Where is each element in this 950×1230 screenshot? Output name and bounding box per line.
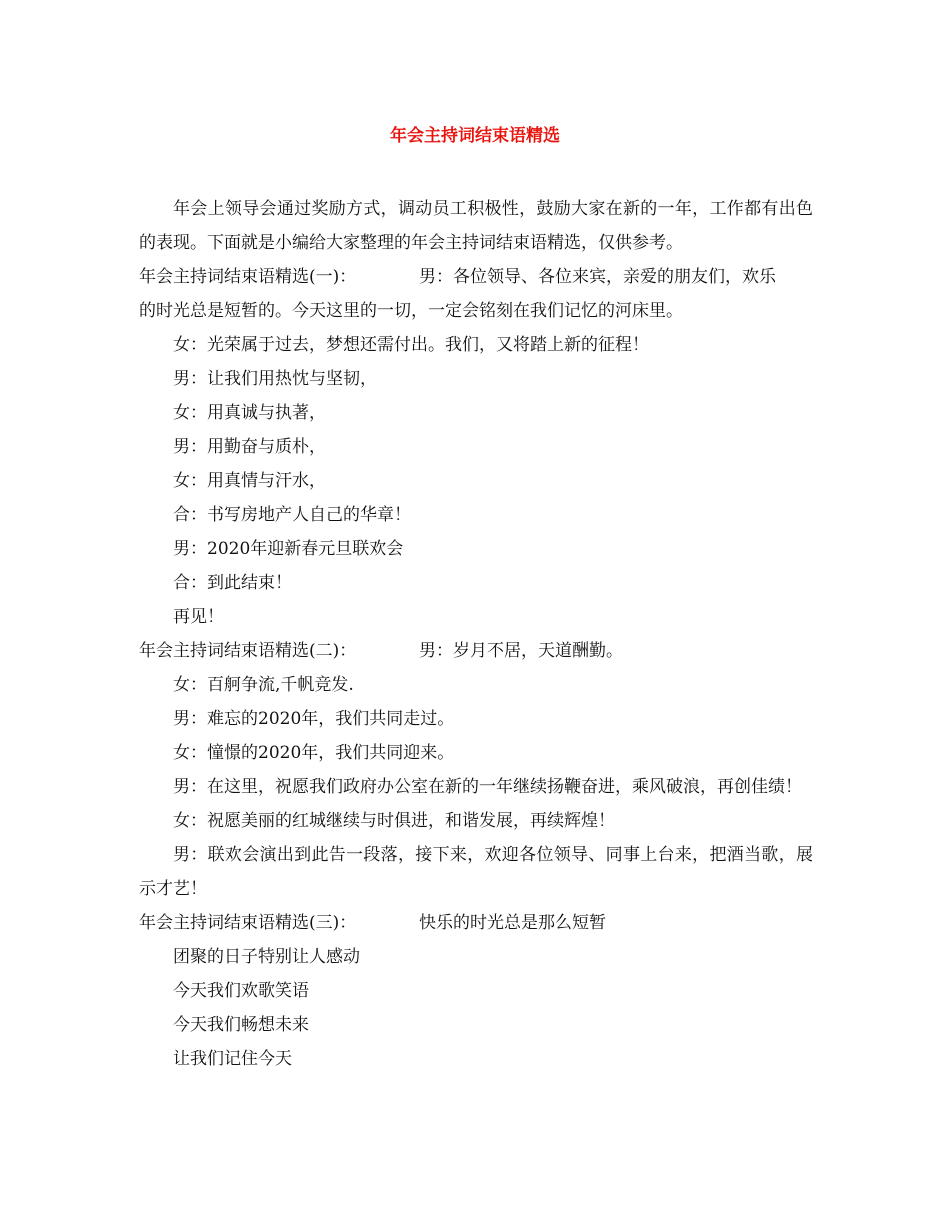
section-1-line: 男：用勤奋与质朴， [173, 437, 326, 457]
section-1-line: 女：光荣属于过去，梦想还需付出。我们，又将踏上新的征程！ [173, 335, 649, 355]
section-2-line: 男：难忘的2020年，我们共同走过。 [173, 709, 455, 729]
section-2-line: 男：在这里，祝愿我们政府办公室在新的一年继续扬鞭奋进，乘风破浪，再创佳绩！ [173, 777, 802, 797]
section-2-heading-line [139, 634, 813, 668]
section-1-line: 再见！ [173, 607, 224, 627]
section-1-heading: 年会主持词结束语精选(一)： [139, 267, 357, 287]
section-2-heading: 年会主持词结束语精选(二)： [139, 641, 357, 661]
section-1-first-line-cont: 的时光总是短暂的。今天这里的一切，一定会铭刻在我们记忆的河床里。 [139, 301, 683, 321]
section-3-line: 团聚的日子特别让人感动 [173, 947, 360, 967]
section-3-line: 今天我们欢歌笑语 [173, 981, 309, 1001]
section-1-heading-line [139, 260, 813, 294]
section-2-line: 女：祝愿美丽的红城继续与时俱进，和谐发展，再续辉煌！ [173, 811, 615, 831]
section-1-line: 女：用真诚与执著， [173, 403, 326, 423]
section-3-first-line: 快乐的时光总是那么短暂 [419, 913, 606, 933]
intro-paragraph: 年会上领导会通过奖励方式，调动员工积极性，鼓励大家在新的一年，工作都有出色的表现。下面就是小编给大家整理的年会主持词结束语精选，仅供参考。 [139, 199, 813, 253]
section-3-line: 今天我们畅想未来 [173, 1015, 309, 1035]
section-2-line: 男：联欢会演出到此告一段落，接下来，欢迎各位领导、同事上台来，把酒当歌，展示才艺！ [139, 845, 813, 899]
section-2-first-line: 男：岁月不居，天道酬勤。 [419, 641, 623, 661]
section-3-heading-line [139, 906, 813, 940]
section-1-line: 女：用真情与汗水， [173, 471, 326, 491]
section-3-line: 让我们记住今天 [173, 1049, 292, 1069]
section-2-line: 女：憧憬的2020年，我们共同迎来。 [173, 743, 455, 763]
document-title: 年会主持词结束语精选 [390, 126, 560, 146]
section-1-line: 男：2020年迎新春元旦联欢会 [173, 539, 404, 559]
section-1-line: 合：到此结束！ [173, 573, 292, 593]
section-1-line: 男：让我们用热忱与坚韧， [173, 369, 377, 389]
section-2-line: 女：百舸争流,千帆竞发. [173, 675, 354, 695]
document-body [139, 192, 813, 1076]
section-1-first-line: 男：各位领导、各位来宾，亲爱的朋友们，欢乐 [419, 267, 776, 287]
section-1-line: 合：书写房地产人自己的华章！ [173, 505, 411, 525]
section-3-heading: 年会主持词结束语精选(三)： [139, 913, 357, 933]
